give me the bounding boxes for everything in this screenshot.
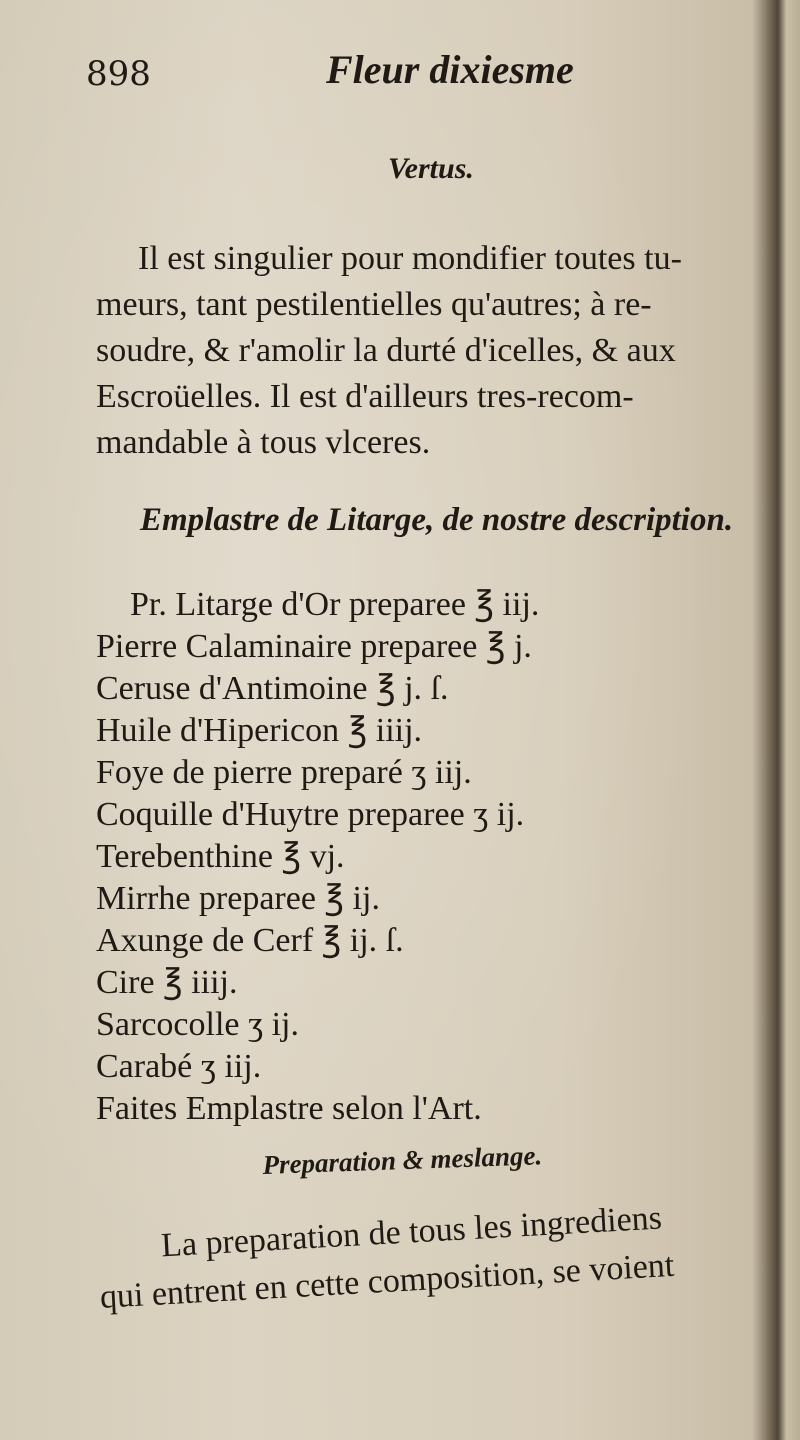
running-title: Fleur dixiesme: [326, 47, 574, 92]
page-number: 898: [86, 54, 151, 94]
text-line: meurs, tant pestilentielles qu'autres; à re-: [96, 286, 652, 323]
ingredient-item: Sarcocolle ʒ ij.: [96, 1006, 299, 1043]
text-line: soudre, & r'amolir la durté d'icelles, & aux: [96, 332, 676, 369]
ingredient-item: Mirrhe preparee ℥ ij.: [96, 880, 380, 917]
ingredient-item: Terebenthine ℥ vj.: [96, 838, 345, 875]
ingredient-item: Foye de pierre preparé ʒ iij.: [96, 754, 472, 791]
text-line: La preparation de tous les ingrediens: [160, 1199, 663, 1265]
ingredient-item: Carabé ʒ iij.: [96, 1048, 262, 1085]
text-line: Escroüelles. Il est d'ailleurs tres-recom-: [96, 378, 634, 415]
text-line: qui entrent en cette composition, se voient: [98, 1246, 676, 1316]
ingredient-item: Ceruse d'Antimoine ℥ j. ſ.: [96, 670, 449, 707]
text-line: Il est singulier pour mondifier toutes tu-: [138, 240, 682, 277]
ingredient-item: Pr. Litarge d'Or preparee ℥ iij.: [130, 586, 540, 623]
virtues-paragraph: [96, 236, 756, 466]
ingredient-list: [96, 584, 539, 1130]
ingredient-item: Faites Emplastre selon l'Art.: [96, 1090, 482, 1127]
page-header: [86, 46, 646, 106]
ingredient-item: Coquille d'Huytre preparee ʒ ij.: [96, 796, 525, 833]
ingredient-item: Cire ℥ iiij.: [96, 964, 238, 1001]
recipe-title: Emplastre de Litarge, de nostre description.: [140, 502, 734, 538]
ingredient-item: Huile d'Hipericon ℥ iiij.: [96, 712, 423, 749]
preparation-paragraph: [96, 1194, 675, 1322]
page-gutter: [766, 0, 800, 1440]
ingredient-item: Axunge de Cerf ℥ ij. ſ.: [96, 922, 404, 959]
ingredient-item: Pierre Calaminaire preparee ℥ j.: [96, 628, 532, 665]
preparation-heading: Preparation & meslange.: [262, 1140, 543, 1180]
virtues-heading: Vertus.: [388, 152, 474, 185]
text-line: mandable à tous vlceres.: [96, 424, 431, 461]
